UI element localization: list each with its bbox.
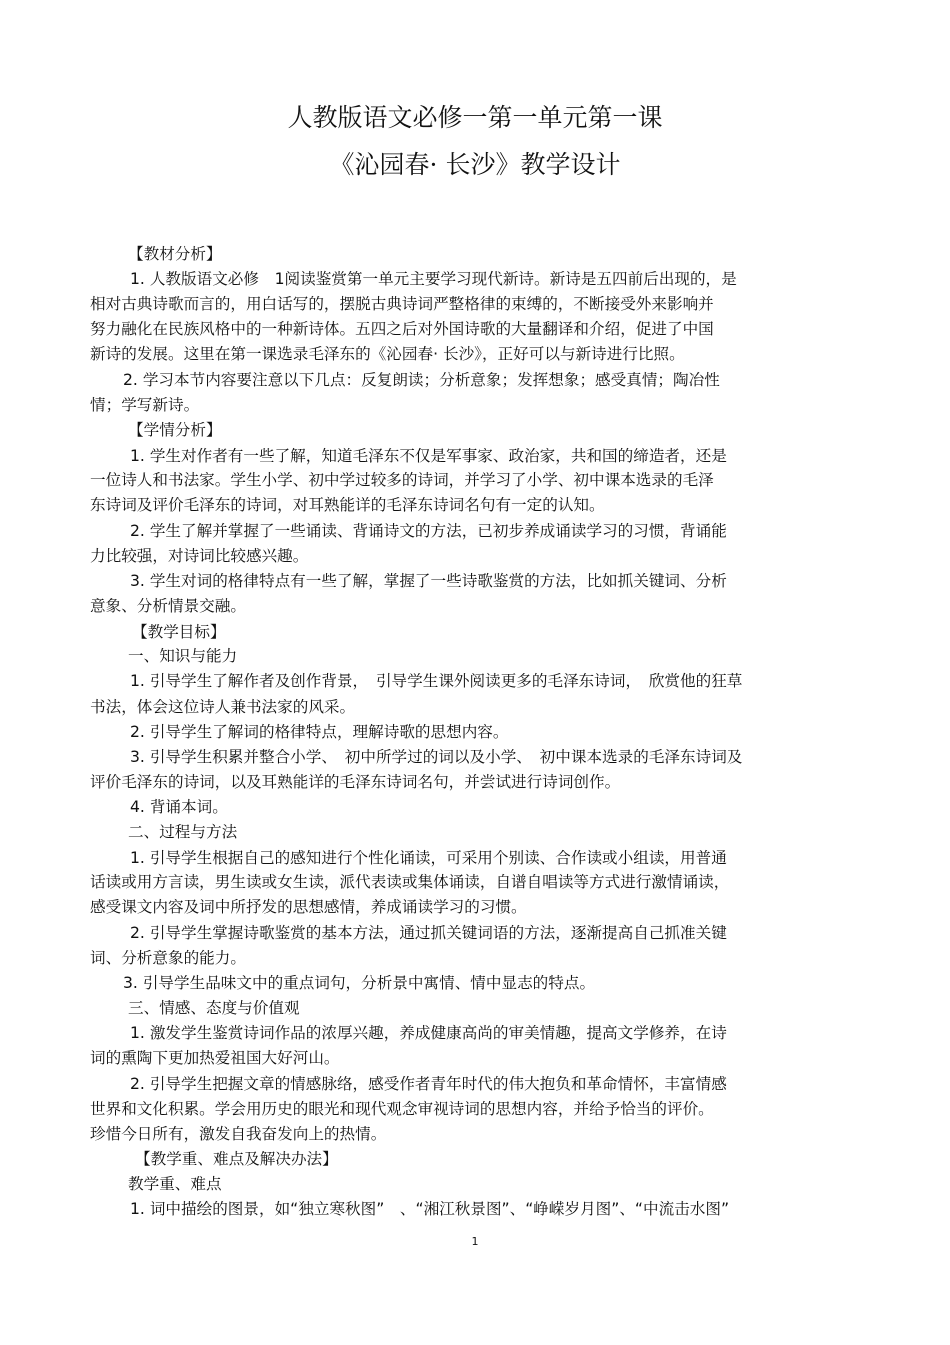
paragraph-line: 话读或用方言读，男生读或女生读，派代表读或集体诵读，自谱自唱读等方式进行激情诵读， xyxy=(90,873,730,891)
paragraph-line: 新诗的发展。这里在第一课选录毛泽东的《沁园春· 长沙》，正好可以与新诗进行比照。 xyxy=(90,345,685,363)
paragraph-line: 感受课文内容及词中所抒发的思想感情，养成诵读学习的习惯。 xyxy=(90,898,527,916)
paragraph-line: 情；学写新诗。 xyxy=(90,396,200,414)
paragraph-line: 一位诗人和书法家。学生小学、初中学过较多的诗词，并学习了小学、初中课本选录的毛泽 xyxy=(90,471,714,489)
paragraph-line: 2. 引导学生掌握诗歌鉴赏的基本方法，通过抓关键词语的方法，逐渐提高自己抓准关键 xyxy=(130,924,727,942)
paragraph-line: 世界和文化积累。学会用历史的眼光和现代观念审视诗词的思想内容，并给予恰当的评价。 xyxy=(90,1100,714,1118)
paragraph-line: 书法，体会这位诗人兼书法家的风采。 xyxy=(90,698,356,716)
document-subtitle: 《沁园春· 长沙》教学设计 xyxy=(329,150,621,179)
paragraph-line: 2. 引导学生了解词的格律特点，理解诗歌的思想内容。 xyxy=(130,723,509,741)
paragraph-line: 3. 引导学生品味文中的重点词句，分析景中寓情、情中显志的特点。 xyxy=(123,974,596,992)
paragraph-line: 意象、分析情景交融。 xyxy=(90,597,246,615)
paragraph-line: 1. 引导学生了解作者及创作背景， 引导学生课外阅读更多的毛泽东诗词， 欣赏他的狂草 xyxy=(130,672,743,690)
paragraph-line: 努力融化在民族风格中的一种新诗体。五四之后对外国诗歌的大量翻译和介绍，促进了中国 xyxy=(90,320,714,338)
paragraph-line: 2. 学生了解并掌握了一些诵读、背诵诗文的方法，已初步养成诵读学习的习惯，背诵能 xyxy=(130,522,727,540)
paragraph-line: 力比较强，对诗词比较感兴趣。 xyxy=(90,547,309,565)
section-heading: 【教学重、难点及解决办法】 xyxy=(135,1150,338,1168)
paragraph-line: 2. 引导学生把握文章的情感脉络，感受作者青年时代的伟大抱负和革命情怀，丰富情感 xyxy=(130,1075,727,1093)
paragraph-line: 3. 引导学生积累并整合小学、 初中所学过的词以及小学、 初中课本选录的毛泽东诗词及 xyxy=(130,748,743,766)
subsection-heading: 二、过程与方法 xyxy=(128,823,238,841)
paragraph-line: 相对古典诗歌而言的，用白话写的，摆脱古典诗词严整格律的束缚的，不断接受外来影响并 xyxy=(90,295,714,313)
section-heading: 【教学目标】 xyxy=(132,623,226,641)
subsection-heading: 教学重、难点 xyxy=(128,1175,222,1193)
document-title: 人教版语文必修一第一单元第一课 xyxy=(287,103,663,132)
paragraph-line: 1. 引导学生根据自己的感知进行个性化诵读，可采用个别读、合作读或小组读，用普通 xyxy=(130,849,727,867)
paragraph-line: 1. 激发学生鉴赏诗词作品的浓厚兴趣，养成健康高尚的审美情趣，提高文学修养，在诗 xyxy=(130,1024,727,1042)
section-heading: 【教材分析】 xyxy=(128,245,222,263)
paragraph-line: 珍惜今日所有，激发自我奋发向上的热情。 xyxy=(90,1125,387,1143)
paragraph-line: 1. 词中描绘的图景，如“独立寒秋图” 、“湘江秋景图”、“峥嵘岁月图”、“中流击水图” xyxy=(130,1200,730,1218)
paragraph-line: 3. 学生对词的格律特点有一些了解，掌握了一些诗歌鉴赏的方法，比如抓关键词、分析 xyxy=(130,572,727,590)
page-number: 1 xyxy=(471,1235,479,1248)
subsection-heading: 一、知识与能力 xyxy=(128,647,238,665)
paragraph-line: 东诗词及评价毛泽东的诗词，对耳熟能详的毛泽东诗词名句有一定的认知。 xyxy=(90,496,605,514)
paragraph-line: 2. 学习本节内容要注意以下几点：反复朗读；分析意象；发挥想象；感受真情；陶冶性 xyxy=(123,371,720,389)
paragraph-line: 1. 学生对作者有一些了解，知道毛泽东不仅是军事家、政治家，共和国的缔造者，还是 xyxy=(130,447,727,465)
section-heading: 【学情分析】 xyxy=(128,421,222,439)
paragraph-line: 4. 背诵本词。 xyxy=(130,798,228,816)
subsection-heading: 三、情感、态度与价值观 xyxy=(128,999,300,1017)
paragraph-line: 1. 人教版语文必修 1阅读鉴赏第一单元主要学习现代新诗。新诗是五四前后出现的，是 xyxy=(130,270,737,288)
paragraph-line: 评价毛泽东的诗词，以及耳熟能详的毛泽东诗词名句，并尝试进行诗词创作。 xyxy=(90,773,621,791)
paragraph-line: 词、分析意象的能力。 xyxy=(90,949,246,967)
paragraph-line: 词的熏陶下更加热爱祖国大好河山。 xyxy=(90,1049,340,1067)
